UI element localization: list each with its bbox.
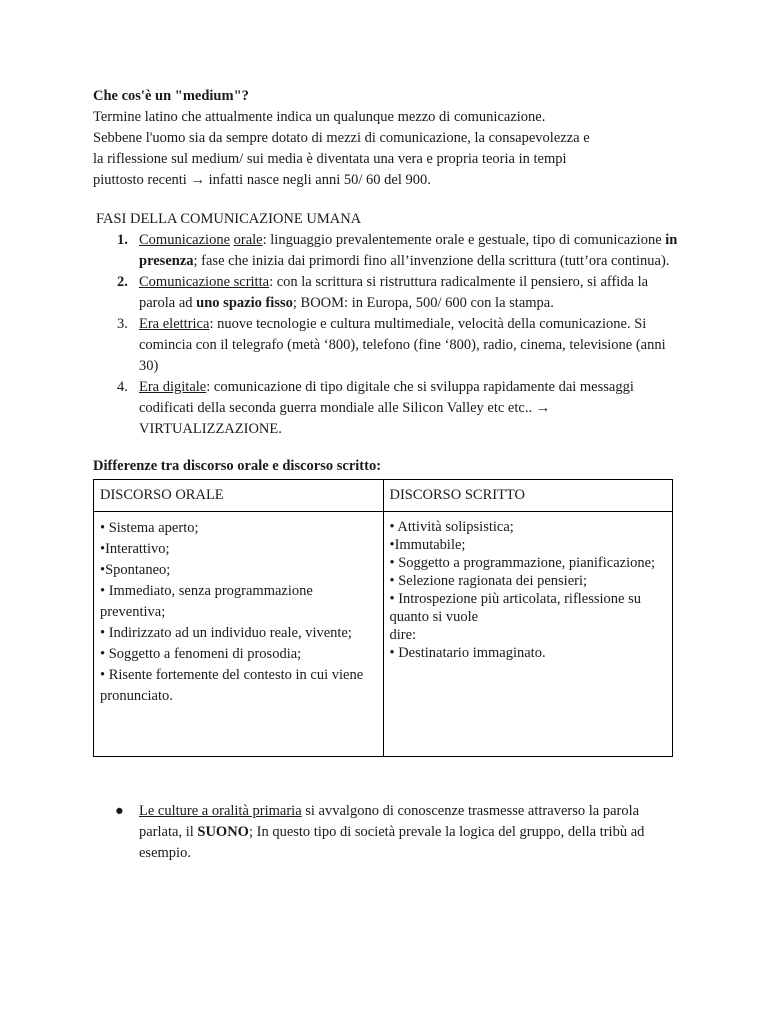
list-number: 1. <box>117 232 128 248</box>
comparison-table <box>93 479 673 757</box>
list-item: • Introspezione più articolata, riflessione su quanto si vuole <box>389 591 641 625</box>
bold-term: uno spazio fisso <box>196 295 293 311</box>
list-item: dire: <box>389 627 417 643</box>
list-item: • Soggetto a programmazione, pianificazione; <box>389 555 656 571</box>
item-text: ; fase che inizia dai primordi fino all’invenzione della scrittura (tutt’ora continua). <box>193 253 670 269</box>
cell-scritto <box>383 512 673 757</box>
item-text: si avvalgono di conoscenze trasmesse attraverso la parola parlata, il <box>139 803 640 840</box>
list-item: • Sistema aperto; <box>100 520 199 536</box>
page-title: Che cos'è un "medium"? <box>93 88 249 104</box>
list-item: • Indirizzato ad un individuo reale, vivente; <box>100 625 352 641</box>
intro-line: la riflessione sul medium/ sui media è diventata una vera e propria teoria in tempi <box>93 151 567 167</box>
item-text: comunicazione di tipo digitale che si sviluppa rapidamente dai messaggi codificati della seconda guerra mondiale alle Silicon Valley etc etc.. → VIRTUALIZZAZIONE. <box>139 379 634 437</box>
underlined-term: Era digitale <box>139 379 207 395</box>
fasi-item-4 <box>117 377 683 440</box>
list-item: • Risente fortemente del contesto in cui viene pronunciato. <box>100 667 364 704</box>
item-text: con la scrittura si ristruttura radicalmente il pensiero, si affida la parola ad <box>139 274 649 311</box>
bullet-list <box>93 801 683 864</box>
table-header-row <box>94 480 673 512</box>
list-item: •Interattivo; <box>100 541 170 557</box>
intro-line: Termine latino che attualmente indica un qualunque mezzo di comunicazione. <box>93 109 546 125</box>
item-text: ; BOOM: in Europa, 500/ 600 con la stampa. <box>292 295 554 311</box>
bullet-item-oralita <box>93 801 683 864</box>
underlined-term: Comunicazione scritta <box>139 274 270 290</box>
fasi-item-3 <box>117 314 683 377</box>
list-item: • Soggetto a fenomeni di prosodia; <box>100 646 302 662</box>
underlined-term: Comunicazione <box>139 232 231 248</box>
bold-term: in presenza <box>139 232 678 269</box>
cell-orale <box>94 512 384 757</box>
intro-paragraph <box>93 107 683 191</box>
colon: : <box>209 316 214 332</box>
underlined-term: Era elettrica <box>139 316 210 332</box>
bold-term: SUONO <box>197 824 249 840</box>
table-row <box>94 512 673 757</box>
list-item: • Selezione ragionata dei pensieri; <box>389 573 588 589</box>
list-number: 3. <box>117 316 128 332</box>
list-number: 4. <box>117 379 128 395</box>
header-discorso-scritto: DISCORSO SCRITTO <box>383 480 673 512</box>
fasi-item-1 <box>117 230 683 272</box>
section-title-fasi: FASI DELLA COMUNICAZIONE UMANA <box>96 211 362 227</box>
underlined-term: orale <box>233 232 263 248</box>
list-item: •Spontaneo; <box>100 562 171 578</box>
colon: : <box>206 379 211 395</box>
section-title-differenze: Differenze tra discorso orale e discorso scritto: <box>93 458 382 474</box>
header-discorso-orale: DISCORSO ORALE <box>94 480 384 512</box>
colon: : <box>262 232 267 248</box>
item-text: ; In questo tipo di società prevale la logica del gruppo, della tribù ad esempio. <box>139 824 645 861</box>
list-item: • Immediato, senza programmazione preventiva; <box>100 583 313 620</box>
colon: : <box>269 274 274 290</box>
list-item: •Immutabile; <box>389 537 466 553</box>
list-number: 2. <box>117 274 128 290</box>
underlined-term: Le culture a oralità primaria <box>139 803 302 819</box>
bullet-dot-icon: ● <box>115 803 124 819</box>
fasi-list <box>93 230 683 440</box>
document-page <box>93 86 683 864</box>
intro-line: Sebbene l'uomo sia da sempre dotato di mezzi di comunicazione, la consapevolezza e <box>93 130 590 146</box>
fasi-item-2 <box>117 272 683 314</box>
list-item: • Attività solipsistica; <box>389 519 514 535</box>
list-item: • Destinatario immaginato. <box>389 645 546 661</box>
intro-line: piuttosto recenti → infatti nasce negli anni 50/ 60 del 900. <box>93 172 431 188</box>
item-text: linguaggio prevalentemente orale e gestuale, tipo di comunicazione <box>266 232 666 248</box>
item-text: nuove tecnologie e cultura multimediale, velocità della comunicazione. Si comincia con il telegrafo (metà ‘800), telefono (fine ‘800), radio, cinema, televisione (anni 30) <box>139 316 666 374</box>
